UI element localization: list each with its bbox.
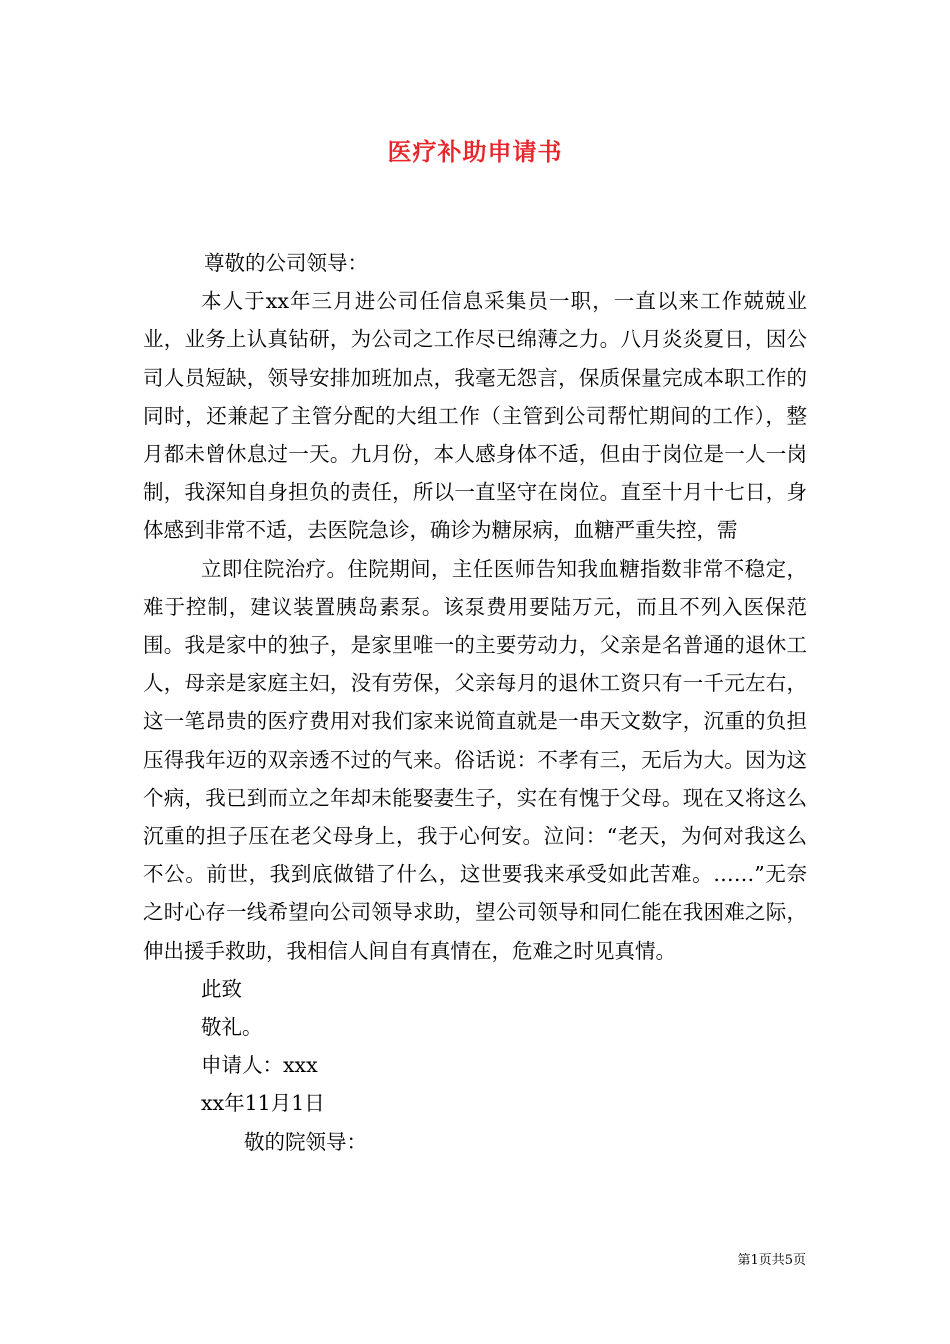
page-indicator: 第1页共5页 bbox=[737, 1253, 806, 1268]
application-date: xx年11月1日 bbox=[201, 1091, 325, 1116]
body-paragraph-1: 本人于xx年三月进公司任信息采集员一职，一直以来工作兢兢业业，业务上认真钻研，为公司之工作尽已绵薄之力。八月炎炎夏日，因公司人员短缺，领导安排加班加点，我毫无怨言，保质保量完成本职工作的同时，还兼起了主管分配的大组工作（主管到公司帮忙期间的工作），整月都未曾休息过一天。九月份，本人感身体不适，但由于岗位是一人一岗制，我深知自身担负的责任，所以一直坚守在岗位。直至十月十七日，身体感到非常不适，去医院急诊，确诊为糖尿病，血糖严重失控，需 bbox=[143, 289, 807, 543]
document-body bbox=[143, 244, 807, 1161]
next-salutation: 敬的院领导： bbox=[244, 1129, 367, 1154]
salutation: 尊敬的公司领导： bbox=[204, 251, 368, 275]
applicant-signature: 申请人：xxx bbox=[201, 1053, 318, 1078]
body-paragraph-2: 立即住院治疗。住院期间，主任医师告知我血糖指数非常不稳定，难于控制，建议装置胰岛素泵。该泵费用要陆万元，而且不列入医保范围。我是家中的独子，是家里唯一的主要劳动力，父亲是名普通的退休工人，母亲是家庭主妇，没有劳保，父亲每月的退休工资只有一千元左右，这一笔昂贵的医疗费用对我们家来说简直就是一串天文数字，沉重的负担压得我年迈的双亲透不过的气来。俗话说：不孝有三，无后为大。因为这个病，我已到而立之年却未能娶妻生子，实在有愧于父母。现在又将这么沉重的担子压在老父母身上，我于心何安。泣问：“老天，为何对我这么不公。前世，我到底做错了什么，这世要我来承受如此苦难。……”无奈之时心存一线希望向公司领导求助，望公司领导和同仁能在我困难之际，伸出援手救助，我相信人间自有真情在，危难之时见真情。 bbox=[143, 556, 807, 963]
document-title: 医疗补助申请书 bbox=[387, 137, 563, 166]
closing-line-2: 敬礼。 bbox=[201, 1015, 263, 1040]
closing-line-1: 此致 bbox=[201, 976, 242, 1001]
